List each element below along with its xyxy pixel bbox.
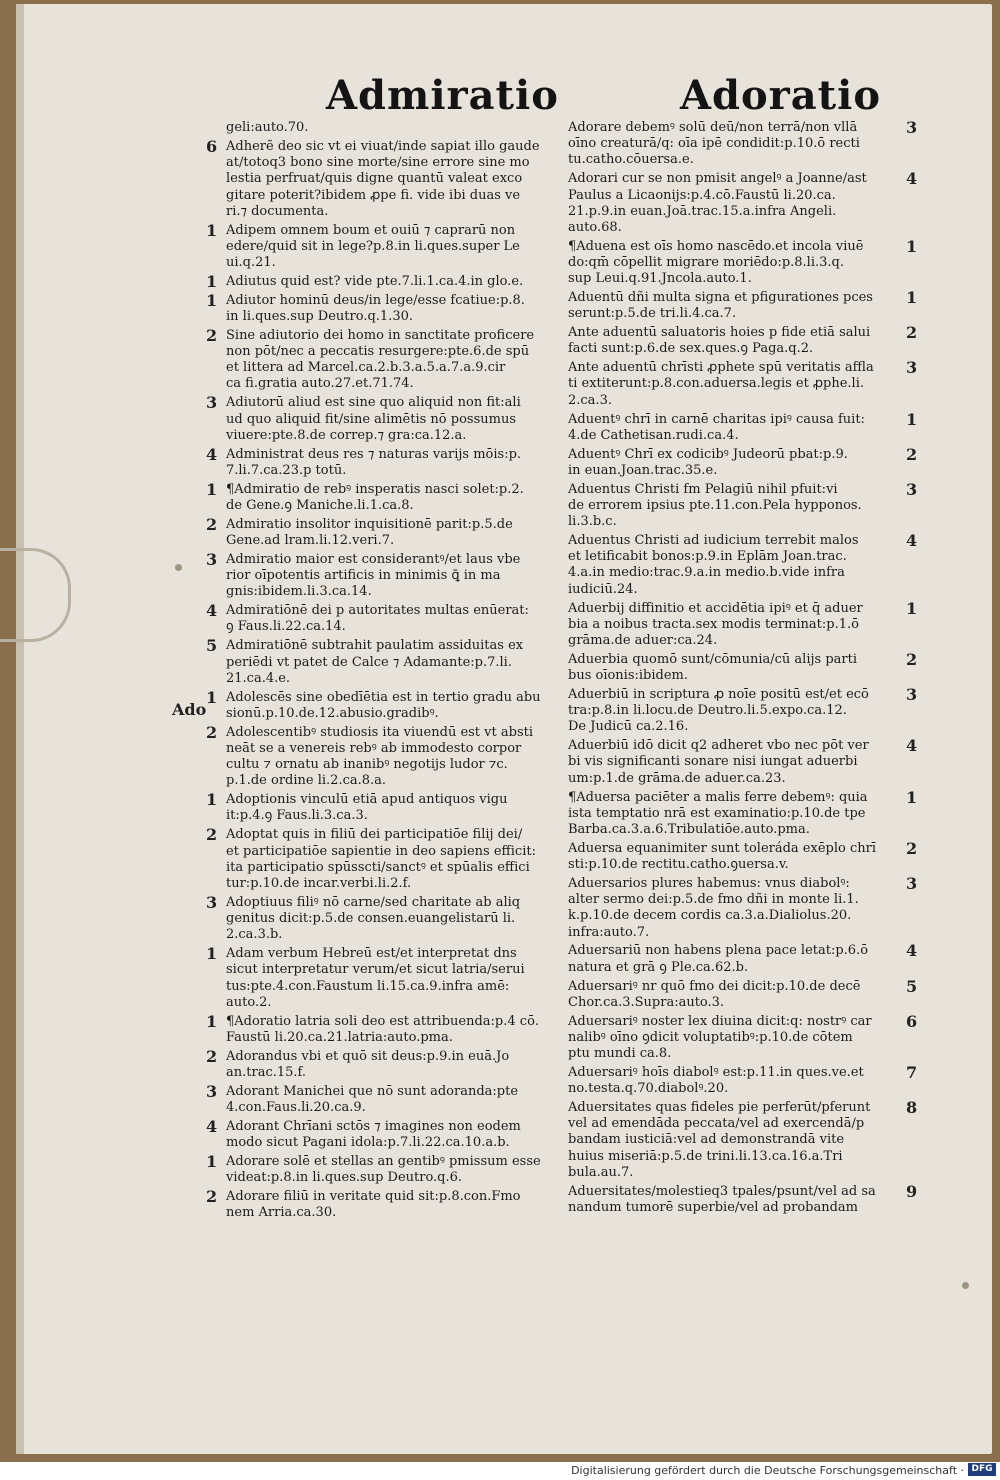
entry-number: 3 [206,549,218,569]
index-entry [568,1062,918,1097]
right-column [568,118,918,1219]
index-entry [568,288,918,322]
entry-number: 1 [206,1152,218,1171]
entry-number: 1 [206,790,218,810]
entry-number: 2 [206,1187,218,1207]
entry-number: 4 [906,941,918,961]
entry-text: Adherẽ deo sic vt ei viuat/inde sapiat illo gaude at/totoq3 bono sine morte/sine errore sine mo lestia perfruat/quis digne quantū valeat exco gitare poterit?ibidem ꝓpe fi. vide ibi duas ve ri.⁊ documenta. [226,138,540,219]
entry-number: 3 [906,873,918,893]
index-entry [568,684,918,736]
index-entry [568,649,918,684]
entry-text: Ante aduentū chrīsti ꝓphete spū veritatis affla ti extiterunt:p.8.con.aduersa.legis et ꝓphe.li. 2.ca.3. [568,360,874,408]
entry-text: Adoptionis vinculū etiā apud antiquos vigu it:p.4.ꝯ Faus.li.3.ca.3. [226,792,508,824]
entry-number: 4 [906,736,918,756]
index-entry [568,236,918,288]
entry-text: Adam verbum Hebreū est/et interpretat dns sicut interpretatur verum/et sicut latria/serui tus:pte.4.con.Faustum li.15.ca.9.infra amē: auto.2. [226,946,525,1010]
index-entry [568,169,918,236]
entry-text: Adorandus vbi et quō sit deus:p.9.in euā.Jo an.trac.15.f. [226,1048,510,1080]
index-entry [206,892,552,944]
index-entry [206,601,552,635]
index-entry [568,1181,918,1216]
entry-text: Aduersariꝰ nr quō fmo dei dicit:p.10.de decē Chor.ca.3.Supra:auto.3. [568,978,861,1010]
entry-number: 1 [206,1011,218,1031]
index-entry [206,722,552,790]
entry-text: Adoptiuus filiꝰ nō carne/sed charitate ab aliq genitus dicit:p.5.de consen.euangelistarū li. 2.ca.3.b. [226,894,521,943]
entry-text: ¶Adoratio latria soli deo est attribuenda:p.4 cō. Faustū li.20.ca.21.latria:auto.pma. [226,1013,540,1045]
entry-number: 2 [906,649,918,669]
entry-number: 9 [906,1181,918,1201]
header-left: Admiratio [326,72,559,119]
entry-number: 1 [206,687,218,707]
entry-number: 4 [906,531,918,551]
entry-number: 1 [906,598,918,618]
index-entry [568,787,918,839]
entry-number: 5 [206,636,218,656]
entry-text: Adiutor hominū deus/in lege/esse fcatiue:p.8. in li.ques.sup Deutro.q.1.30. [226,292,525,324]
entry-text: Aduentꝰ chrī in carnē charitas ipiꝰ causa fuit: 4.de Cathetisan.rudi.ca.4. [568,411,865,443]
entry-text: Adorari cur se non pmisit angelꝰ a Joanne/ast Paulus a Licaonijs:p.4.cō.Faustū li.20.ca. 21.p.9.in euan.Joā.trac.15.a.infra Angeli. auto.68. [568,171,867,235]
entry-text: ¶Aduena est oīs homo nascēdo.et incola viuē do:qm̄ cōpellit migrare moriēdo:p.8.li.3.q. sup Leui.q.91.Jncola.auto.1. [568,238,864,287]
index-entry [568,323,918,357]
entry-number: 4 [206,601,218,621]
entry-text: Ante aduentū saluatoris hoies p fide etiā salui facti sunt:p.6.de sex.ques.ꝯ Paga.q.2. [568,325,871,357]
index-entry [206,325,552,393]
entry-number: 2 [206,1046,218,1066]
index-entry [568,941,918,975]
index-entry [568,358,918,409]
index-entry [206,1152,552,1186]
entry-text: Aduersarios plures habemus: vnus diabolꝰ: alter sermo dei:p.5.de fmo dñi in monte li.1. k.p.10.de decem cordis ca.3.a.Dialiolus.20. infra:auto.7. [568,875,859,940]
entry-text: Adolescēs sine obedīētia est in tertio gradu abu sionū.p.10.de.12.abusio.gradibꝰ. [226,689,541,721]
entry-number: 8 [906,1098,918,1118]
entry-number: 1 [206,220,218,240]
entry-number: 2 [206,722,218,742]
index-entry [568,118,918,169]
entry-number: 2 [906,838,918,858]
entry-text: Aduentū dñi multa signa et pfigurationes pces serunt:p.5.de tri.li.4.ca.7. [568,290,873,322]
index-entry [206,136,552,220]
entry-text: Admiratiōnē subtrahit paulatim assiduitas ex periēdi vt patet de Calce ⁊ Adamante:p.7.li. 21.ca.4.e. [226,638,524,686]
entry-text: Sine adiutorio dei homo in sanctitate proficere non pōt/nec a peccatis resurgere:pte.6.de spū et littera ad Marcel.ca.2.b.3.a.5.a.7.a.9.cir ca fi.gratia auto.27.et.71.74. [226,327,535,392]
entry-number: 5 [906,976,918,996]
entry-number: 1 [906,787,918,807]
entry-text: Adorare solē et stellas an gentibꝰ pmissum esse videat:p.8.in li.ques.sup Deutro.q.6. [226,1154,541,1186]
index-entry [206,944,552,1011]
entry-text: Adorare debemꝰ solū deū/non terrā/non vllā oīno creaturā/q: oīa ipē condidit:p.10.ō recti tu.catho.cōuersa.e. [568,120,860,168]
entry-text: Adolescentibꝰ studiosis ita viuendū est vt absti neāt se a venereis rebꝰ ab immodesto corpor cultu ⁊ ornatu ab inanibꝰ negotijs ludor ⁊c. p.1.de ordine li.2.ca.8.a. [226,724,533,789]
index-entry [206,1011,552,1046]
index-entry [568,409,918,444]
index-entry [206,1116,552,1151]
index-entry [206,271,552,291]
index-entry [206,1187,552,1221]
index-entry [206,290,552,325]
index-entry [206,687,552,722]
entry-number: 6 [906,1011,918,1031]
page-hole [962,1282,969,1289]
footer-credit: Digitalisierung gefördert durch die Deutsche Forschungsgemeinschaft · [571,1464,964,1477]
index-entry [206,636,552,687]
entry-text: Adoptat quis in filiū dei participatiōe filij dei/ et participatiōe sapientie in deo sapiens efficit: ita participatio spūsscti/sanctꝰ et spūalis effici tur:p.10.de incar.verbi.li.2.f. [226,827,536,891]
index-entry [206,514,552,549]
entry-text: ¶Admiratio de rebꝰ insperatis nasci solet:p.2. de Gene.ꝯ Maniche.li.1.ca.8. [226,481,524,513]
index-entry [568,736,918,787]
entry-text: Aduersitates quas fideles pie perferūt/pferunt vel ad emendāda peccata/vel ad exercendā/p bandam iusticiā:vel ad demonstrandā vite huius miseriā:p.5.de trini.li.13.ca.16.a.Tri bula.au.7. [568,1100,871,1180]
index-entry [568,598,918,650]
index-entry [206,393,552,444]
entry-text: Aduersariꝰ noster lex diuina dicit:q: nostrꝰ car nalibꝰ oīno ꝯdicit voluptatibꝰ:p.10.de cōtem ptu mundi ca.8. [568,1013,872,1062]
index-entry [206,1046,552,1081]
entry-number: 2 [206,325,218,345]
index-entry [568,479,918,531]
index-entry [206,549,552,601]
entry-number: 3 [906,479,918,499]
entry-number: 1 [206,271,218,291]
entry-text: Aduerbiū in scriptura ꝓ noīe positū est/et ecō tra:p.8.in li.locu.de Deutro.li.5.expo.ca.12. De Judicū ca.2.16. [568,686,869,735]
entry-text: Admiratio maior est considerantꝰ/et laus vbe rior oīpotentis artificis in minimis ꝗ̄ in ma gnis:ibidem.li.3.ca.14. [226,551,521,600]
entry-number: 1 [206,290,218,310]
index-entry [206,825,552,892]
index-entry [206,1081,552,1116]
entry-number: 4 [206,1116,218,1136]
entry-text: Aduersa equanimiter sunt toleráda exēplo chrī sti:p.10.de rectitu.catho.ꝯuersa.v. [568,840,876,873]
dfg-logo: DFG [968,1463,996,1476]
entry-text: Aduentꝰ Chrī ex codicibꝰ Judeorū pbat:p.9. in euan.Joan.trac.35.e. [568,446,848,478]
page-clip [0,548,71,642]
index-entry [568,838,918,873]
index-entry [568,531,918,598]
entry-number: 3 [206,393,218,413]
page-hole [175,564,182,571]
entry-number: 3 [206,892,218,912]
entry-text: Adorant Chrīani sctōs ⁊ imagines non eodem modo sicut Pagani idola:p.7.li.22.ca.10.a.b. [226,1118,521,1151]
index-entry [206,220,552,272]
entry-text: Aduerbij diffinitio et accidētia ipiꝰ et q̄ aduer bia a noibus tracta.sex modis terminat:p.1.ō grāma.de aduer:ca.24. [568,600,863,648]
entry-number: 1 [206,479,218,499]
entry-number: 2 [206,825,218,845]
entry-text: geli:auto.70. [226,120,309,135]
entry-text: Administrat deus res ⁊ naturas varijs mōis:p. 7.li.7.ca.23.p totū. [226,446,522,478]
entry-text: Admiratio insolitor inquisitionē parit:p.5.de Gene.ad lram.li.12.veri.7. [226,516,513,549]
entry-number: 2 [906,444,918,464]
section-tag: Ado [172,700,207,719]
entry-text: Aduerbia quomō sunt/cōmunia/cū alijs parti bus oīonis:ibidem. [568,651,858,684]
entry-number: 3 [906,684,918,704]
left-column [206,120,552,1224]
entry-number: 2 [206,514,218,534]
index-entry [226,120,552,136]
entry-number: 4 [906,169,918,189]
entry-number: 6 [206,136,218,156]
header-right: Adoratio [680,72,882,119]
entry-number: 1 [206,944,218,964]
entry-text: Adorant Manichei que nō sunt adoranda:pte 4.con.Faus.li.20.ca.9. [226,1083,519,1116]
entry-text: Admiratiōnē dei p autoritates multas enūerat: ꝯ Faus.li.22.ca.14. [226,603,529,635]
entry-text: Adiutorū aliud est sine quo aliquid non fit:ali ud quo aliquid fit/sine alimētis nō possumus viuere:pte.8.de correp.⁊ gra:ca.12.a. [226,395,521,443]
entry-number: 1 [906,236,918,256]
entry-number: 7 [906,1062,918,1082]
entry-text: Aduentus Christi fm Pelagiū nihil pfuit:vi de errorem ipsius pte.11.con.Pela hypponos. li.3.b.c. [568,481,862,530]
index-entry [568,1011,918,1063]
entry-text: Aduerbiū idō dicit q2 adheret vbo nec pōt ver bi vis significanti sonare nisi iungat aduerbi um:p.1.de grāma.de aduer.ca.23. [568,738,869,786]
page-gutter-shadow [16,4,24,1454]
index-entry [206,444,552,479]
entry-number: 3 [906,358,918,378]
entry-text: Adipem omnem boum et ouiū ⁊ caprarū non edere/quid sit in lege?p.8.in li.ques.super Le ui.q.21. [226,222,520,270]
entry-number: 1 [906,409,918,429]
entry-text: Aduersariꝰ hoīs diabolꝰ est:p.11.in ques.ve.et no.testa.q.70.diabolꝰ.20. [568,1064,864,1097]
entry-number: 2 [906,323,918,343]
entry-number: 3 [206,1081,218,1101]
entry-number: 3 [906,118,918,137]
index-entry [206,479,552,514]
entry-text: Adiutus quid est? vide pte.7.li.1.ca.4.in glo.e. [226,273,524,289]
entry-text: Aduersariū non habens plena pace letat:p.6.ō natura et grā ꝯ Ple.ca.62.b. [568,943,869,975]
entry-text: Adorare filiū in veritate quid sit:p.8.con.Fmo nem Arria.ca.30. [226,1189,521,1221]
entry-text: Aduentus Christi ad iudicium terrebit malos et letificabit bonos:p.9.in Eplām Joan.trac. 4.a.in medio:trac.9.a.in medio.b.vide infra iudiciū.24. [568,533,859,597]
entry-text: ¶Aduersa paciēter a malis ferre debemꝰ: quia ista temptatio nrā est examinatio:p.10.de tpe Barba.ca.3.a.6.Tribulatiōe.auto.pma. [568,789,868,837]
index-entry [568,1098,918,1181]
entry-text: Aduersitates/molestieq3 tpales/psunt/vel ad sa nandum tumorē superbie/vel ad probandam [568,1183,876,1215]
entry-number: 1 [906,288,918,308]
index-entry [568,444,918,479]
index-entry [568,873,918,941]
index-entry [568,976,918,1011]
entry-number: 4 [206,444,218,464]
index-entry [206,790,552,824]
